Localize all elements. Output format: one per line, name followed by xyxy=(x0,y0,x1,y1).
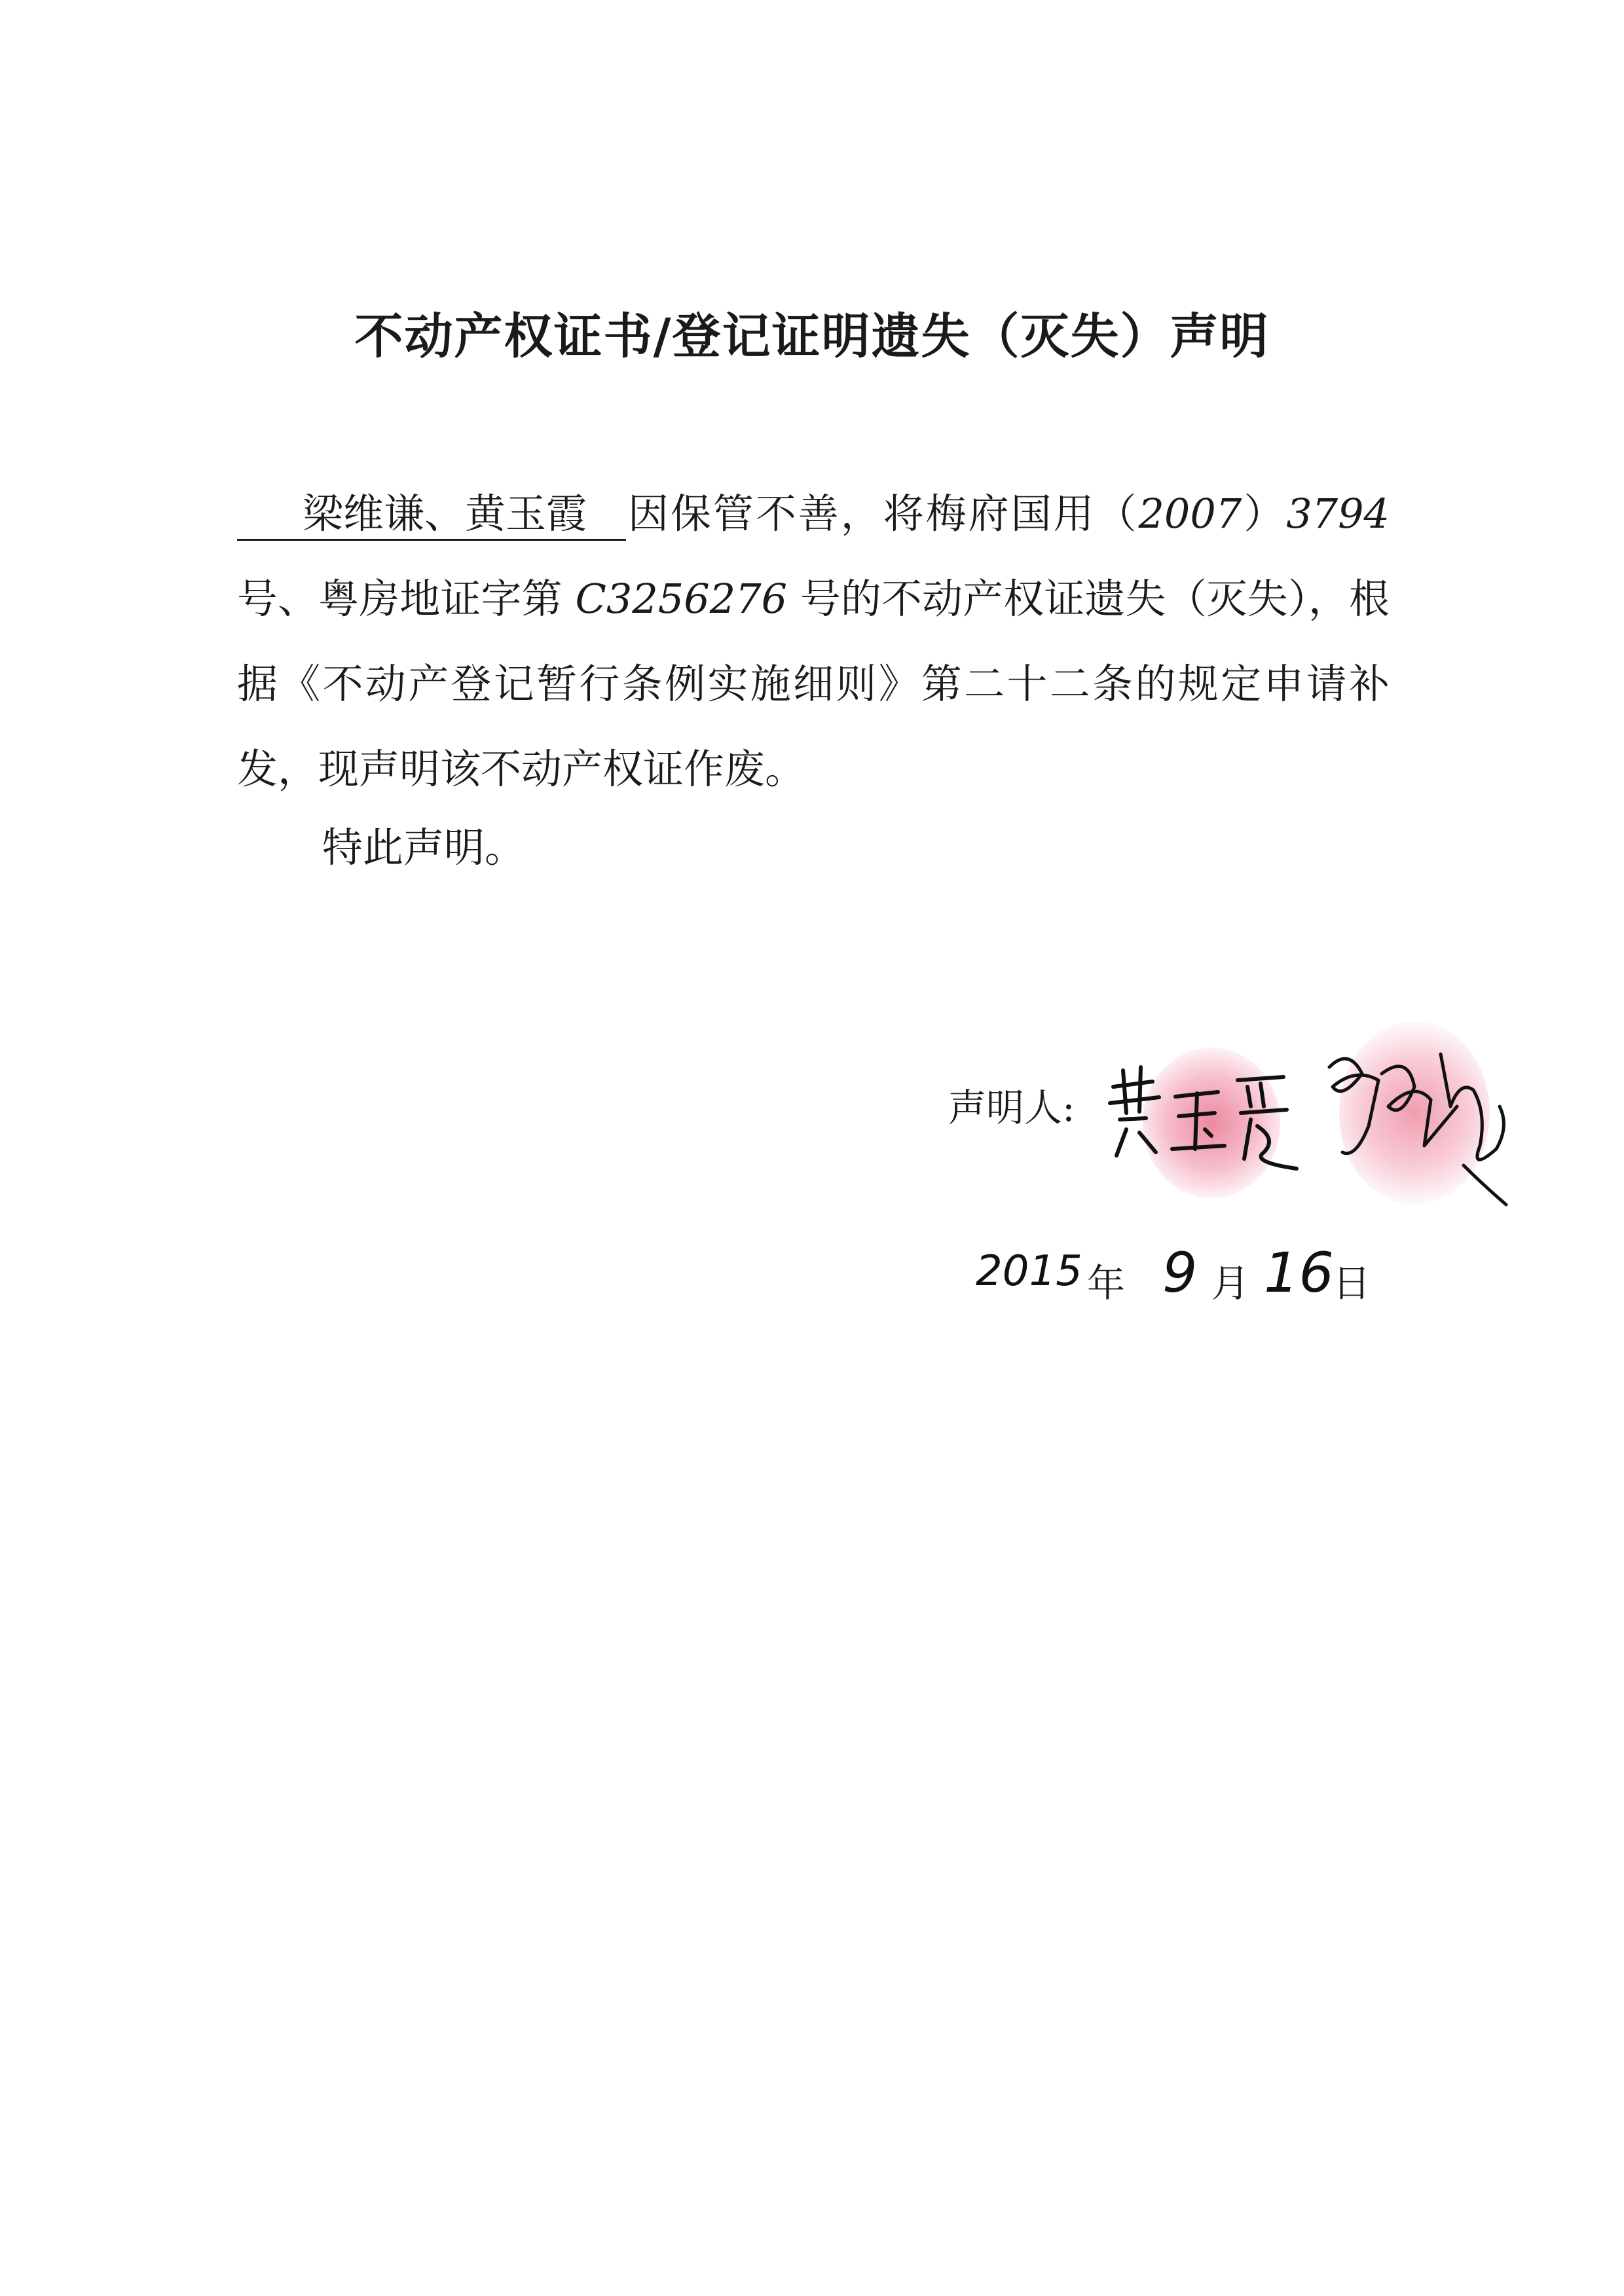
closing-statement: 特此声明。 xyxy=(322,824,526,871)
date-month: 9 xyxy=(1162,1241,1198,1305)
paragraph-text-1: 因保管不善，将梅府国用（ xyxy=(626,490,1139,538)
paragraph-text-3: 号、粤房地证字第 xyxy=(237,575,576,623)
date-year-unit: 年 xyxy=(1087,1261,1126,1305)
signature-huang-yuxia xyxy=(1100,1041,1310,1185)
date-month-unit: 月 xyxy=(1211,1261,1250,1305)
owner-names-field: 梁维谦、黄玉霞 xyxy=(237,489,626,541)
signing-date xyxy=(976,1241,1395,1305)
date-day: 16 xyxy=(1264,1241,1334,1305)
signature-liang-weiqian xyxy=(1316,1028,1526,1218)
document-title: 不动产权证书/登记证明遗失（灭失）声明 xyxy=(354,308,1270,365)
date-year: 2015 xyxy=(976,1247,1082,1296)
property-cert-number: C3256276 xyxy=(575,575,788,623)
declarant-label: 声明人: xyxy=(948,1085,1075,1130)
paragraph-text-2: ） xyxy=(1242,490,1287,538)
declaration-paragraph xyxy=(237,471,1390,812)
paragraph-text-4: 号的不动产权证遗失（灭失），根据《不动产登记暂行条例实施细则》第二十二条的规定申请补发，现声明该不动产权证作废。 xyxy=(237,575,1390,793)
land-cert-number: 3794 xyxy=(1286,490,1390,538)
land-cert-year: 2007 xyxy=(1138,490,1242,538)
date-day-unit: 日 xyxy=(1333,1261,1371,1305)
